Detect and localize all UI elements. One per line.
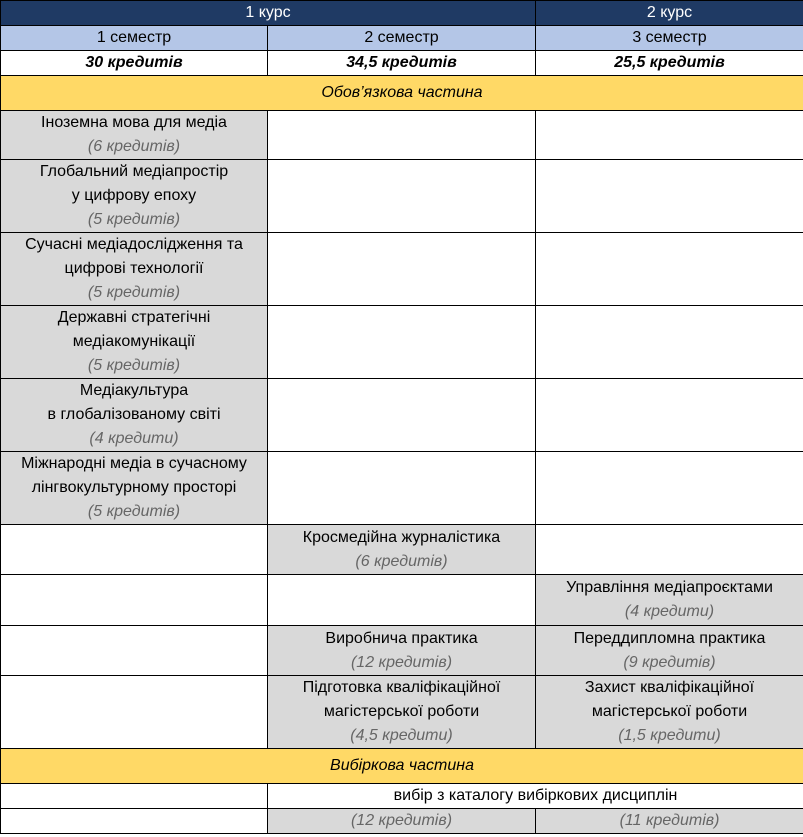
course-cell xyxy=(536,676,803,749)
course-row xyxy=(1,676,803,749)
empty-cell xyxy=(536,525,803,575)
year-2-header: 2 курс xyxy=(536,1,803,26)
semester-credits-row xyxy=(1,51,803,76)
course-name: магістерської роботи xyxy=(323,703,480,720)
empty-cell xyxy=(536,379,803,452)
course-row xyxy=(1,111,803,160)
course-cell xyxy=(268,676,536,749)
course-row xyxy=(1,233,803,306)
course-row xyxy=(1,306,803,379)
course-row xyxy=(1,379,803,452)
course-name: Медіакультура xyxy=(79,382,189,399)
course-row xyxy=(1,626,803,676)
elective-section-title: Вибіркова частина xyxy=(1,749,803,784)
elective-section-row xyxy=(1,749,803,784)
semester-2-credits: 34,5 кредитів xyxy=(268,51,536,76)
empty-cell xyxy=(268,233,536,306)
course-name: Підготовка кваліфікаційної xyxy=(302,679,501,696)
course-credits: (6 кредитів) xyxy=(87,138,181,155)
course-name: Переддипломна практика xyxy=(573,629,766,647)
course-credits: (4 кредити) xyxy=(624,603,715,620)
course-name: в глобалізованому світі xyxy=(47,406,221,423)
elective-catalog-text: вибір з каталогу вибіркових дисциплін xyxy=(268,784,803,809)
empty-cell xyxy=(1,809,268,834)
course-credits: (9 кредитів) xyxy=(623,653,716,671)
course-credits: (5 кредитів) xyxy=(87,211,181,228)
empty-cell xyxy=(536,111,803,160)
empty-cell xyxy=(268,306,536,379)
empty-cell xyxy=(1,676,268,749)
empty-cell xyxy=(268,160,536,233)
course-row xyxy=(1,575,803,626)
semester-1-header: 1 семестр xyxy=(1,26,268,51)
empty-cell xyxy=(1,626,268,676)
course-cell xyxy=(268,626,536,676)
elective-credits-sem2: (12 кредитів) xyxy=(268,809,536,834)
empty-cell xyxy=(536,233,803,306)
course-row xyxy=(1,525,803,575)
empty-cell xyxy=(268,379,536,452)
course-row xyxy=(1,452,803,525)
semester-3-header: 3 семестр xyxy=(536,26,803,51)
empty-cell xyxy=(1,525,268,575)
course-cell xyxy=(1,306,268,379)
course-cell xyxy=(1,160,268,233)
elective-credits-row xyxy=(1,809,803,834)
course-name: Глобальний медіапростір xyxy=(39,163,229,180)
course-credits: (1,5 кредити) xyxy=(618,727,721,744)
elective-catalog-row xyxy=(1,784,803,809)
course-cell xyxy=(1,233,268,306)
course-credits: (5 кредитів) xyxy=(87,284,181,301)
course-cell xyxy=(1,111,268,160)
empty-cell xyxy=(1,784,268,809)
course-credits: (4 кредити) xyxy=(89,430,179,447)
course-name: магістерської роботи xyxy=(591,703,748,720)
elective-credits-sem3: (11 кредитів) xyxy=(536,809,803,834)
semester-3-credits: 25,5 кредитів xyxy=(536,51,803,76)
empty-cell xyxy=(536,160,803,233)
course-name: Міжнародні медіа в сучасному xyxy=(21,455,247,472)
semester-2-header: 2 семестр xyxy=(268,26,536,51)
course-name: лінгвокультурному просторі xyxy=(31,479,237,496)
course-cell xyxy=(536,575,803,626)
semester-header-row xyxy=(1,26,803,51)
course-name: Державні стратегічні xyxy=(57,309,211,326)
empty-cell xyxy=(268,111,536,160)
course-name: Захист кваліфікаційної xyxy=(584,679,755,696)
course-name: цифрові технології xyxy=(64,260,204,277)
course-credits: (5 кредитів) xyxy=(87,503,181,520)
course-name: Іноземна мова для медіа xyxy=(41,114,227,131)
year-1-header: 1 курс xyxy=(1,1,536,26)
course-row xyxy=(1,160,803,233)
course-name: Сучасні медіадослідження та xyxy=(25,236,243,253)
empty-cell xyxy=(268,452,536,525)
empty-cell xyxy=(536,452,803,525)
empty-cell xyxy=(1,575,268,626)
course-name: у цифрову епоху xyxy=(71,187,197,204)
course-credits: (5 кредитів) xyxy=(87,357,181,374)
course-name: Кросмедійна журналістика xyxy=(302,528,501,546)
course-name: Управління медіапроєктами xyxy=(566,579,773,596)
course-credits: (4,5 кредити) xyxy=(350,727,453,744)
course-cell xyxy=(1,452,268,525)
course-credits: (6 кредитів) xyxy=(355,552,448,570)
course-cell xyxy=(1,379,268,452)
course-name: медіакомунікації xyxy=(72,333,196,350)
mandatory-section-row xyxy=(1,76,803,111)
course-cell xyxy=(536,626,803,676)
course-cell xyxy=(268,525,536,575)
mandatory-section-title: Обов’язкова частина xyxy=(1,76,803,111)
empty-cell xyxy=(268,575,536,626)
year-header-row xyxy=(1,1,803,26)
course-credits: (12 кредитів) xyxy=(350,653,453,671)
course-name: Виробнича практика xyxy=(325,629,478,647)
semester-1-credits: 30 кредитів xyxy=(1,51,268,76)
empty-cell xyxy=(536,306,803,379)
